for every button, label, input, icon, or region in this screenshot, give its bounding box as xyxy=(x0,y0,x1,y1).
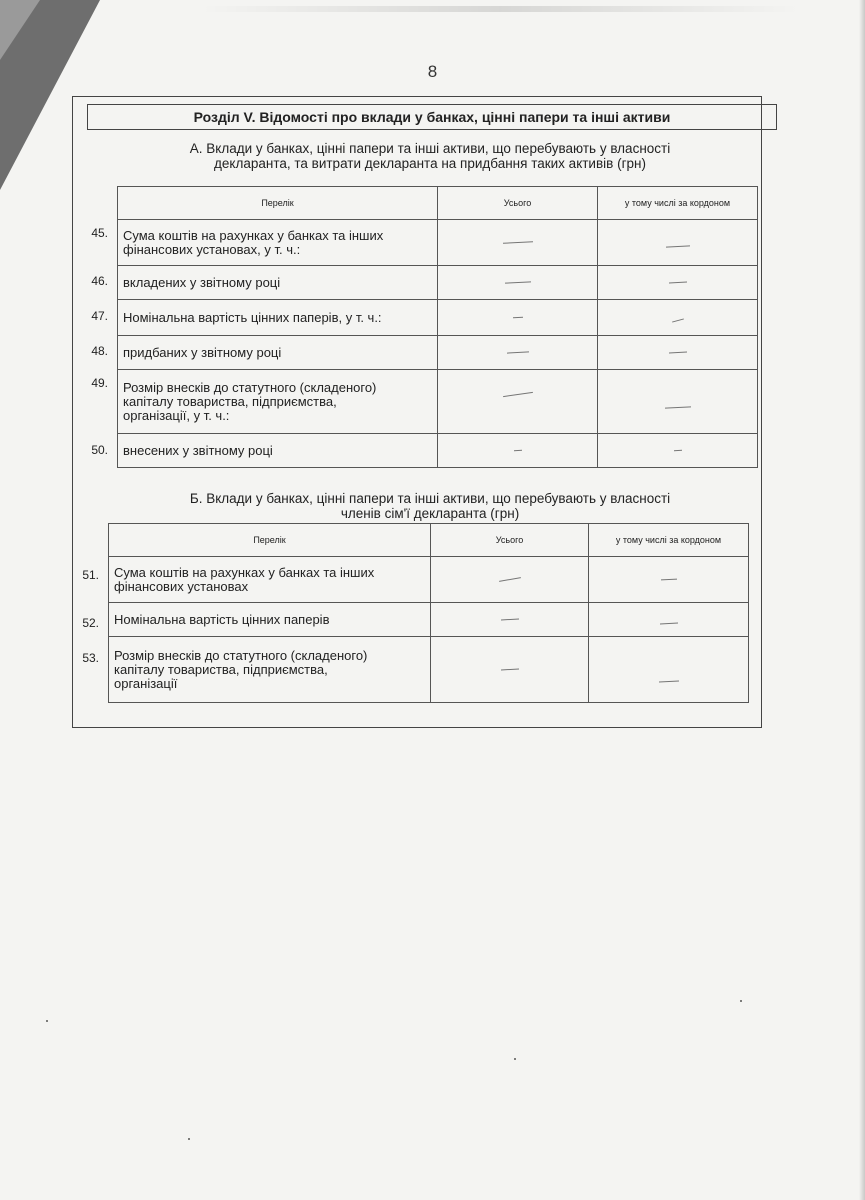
handwritten-dash xyxy=(503,391,533,396)
row-label-line: Розмір внесків до статутного (складеного) xyxy=(123,379,377,395)
row-46-label: вкладених у звітному році xyxy=(118,266,438,300)
handwritten-dash xyxy=(502,241,532,244)
row-52-label: Номінальна вартість цінних паперів xyxy=(109,603,431,637)
row-51-total xyxy=(431,557,589,603)
handwritten-dash xyxy=(512,317,522,319)
part-a-table xyxy=(117,186,758,468)
table-header-row xyxy=(109,524,749,557)
handwritten-dash xyxy=(506,351,528,353)
row-number: 45. xyxy=(91,226,108,240)
row-49-total xyxy=(438,370,598,434)
scan-speck xyxy=(46,1020,48,1022)
handwritten-dash xyxy=(668,282,686,284)
row-label-line: Сума коштів на рахунках у банках та інших xyxy=(114,564,375,580)
row-51-abroad xyxy=(589,557,749,603)
row-45-label xyxy=(118,220,438,266)
header-abroad: у тому числі за кордоном xyxy=(598,187,758,220)
header-abroad: у тому числі за кордоном xyxy=(589,524,749,557)
row-number: 52. xyxy=(82,616,99,630)
table-row xyxy=(118,266,758,300)
row-number: 47. xyxy=(91,309,108,323)
row-53-total xyxy=(431,637,589,703)
row-45-total xyxy=(438,220,598,266)
table-row xyxy=(118,220,758,266)
header-total: Усього xyxy=(431,524,589,557)
row-number: 46. xyxy=(91,274,108,288)
row-50-label: внесених у звітному році xyxy=(118,434,438,468)
row-label-line: капіталу товариства, підприємства, xyxy=(114,661,328,677)
row-49-label xyxy=(118,370,438,434)
table-row xyxy=(118,434,758,468)
table-row xyxy=(109,637,749,703)
part-a-title xyxy=(140,141,720,171)
row-number: 50. xyxy=(91,443,108,457)
scan-right-edge xyxy=(859,0,865,1200)
scan-speck xyxy=(514,1058,516,1060)
handwritten-dash xyxy=(673,450,681,451)
handwritten-dash xyxy=(658,680,678,682)
row-48-abroad xyxy=(598,336,758,370)
scan-speck xyxy=(740,1000,742,1002)
row-label-line: фінансових установах, у т. ч.: xyxy=(123,241,301,257)
table-row xyxy=(118,370,758,434)
scan-speck xyxy=(188,1138,190,1140)
table-header-row xyxy=(118,187,758,220)
row-49-abroad xyxy=(598,370,758,434)
row-47-abroad xyxy=(598,300,758,336)
handwritten-dash xyxy=(500,619,518,621)
scan-top-smudge xyxy=(200,6,800,12)
handwritten-dash xyxy=(665,245,689,247)
table-row xyxy=(109,557,749,603)
handwritten-dash xyxy=(664,406,690,408)
part-b-title-line1: Б. Вклади у банках, цінні папери та інші активи, що перебувають у власності xyxy=(189,491,671,506)
table-row xyxy=(109,603,749,637)
row-label-line: Розмір внесків до статутного (складеного) xyxy=(114,647,368,663)
row-52-abroad xyxy=(589,603,749,637)
row-number: 48. xyxy=(91,344,108,358)
row-47-label: Номінальна вартість цінних паперів, у т. ч.: xyxy=(118,300,438,336)
row-48-total xyxy=(438,336,598,370)
handwritten-dash xyxy=(499,577,521,582)
row-53-abroad xyxy=(589,637,749,703)
part-a-title-line1: А. Вклади у банках, цінні папери та інші активи, що перебувають у власності xyxy=(189,141,671,156)
row-45-abroad xyxy=(598,220,758,266)
part-b-title xyxy=(140,491,720,521)
row-label-line: організації xyxy=(114,675,178,691)
row-number: 51. xyxy=(82,568,99,582)
row-50-abroad xyxy=(598,434,758,468)
header-total: Усього xyxy=(438,187,598,220)
row-label-line: фінансових установах xyxy=(114,578,249,594)
row-46-total xyxy=(438,266,598,300)
handwritten-dash xyxy=(504,281,530,283)
table-row xyxy=(118,300,758,336)
handwritten-dash xyxy=(500,669,518,671)
part-b-table xyxy=(108,523,749,703)
header-list: Перелік xyxy=(118,187,438,220)
section-title: Розділ V. Відомості про вклади у банках, цінні папери та інші активи xyxy=(87,104,777,130)
handwritten-dash xyxy=(659,623,677,625)
row-46-abroad xyxy=(598,266,758,300)
row-number: 53. xyxy=(82,651,99,665)
row-53-label xyxy=(109,637,431,703)
header-list: Перелік xyxy=(109,524,431,557)
row-47-total xyxy=(438,300,598,336)
row-label-line: організації, у т. ч.: xyxy=(123,407,230,423)
scan-shadow-corner-dark xyxy=(0,0,40,60)
row-label-line: Сума коштів на рахунках у банках та інших xyxy=(123,227,384,243)
row-number: 49. xyxy=(91,376,108,390)
row-51-label xyxy=(109,557,431,603)
page-number: 8 xyxy=(427,62,438,81)
row-50-total xyxy=(438,434,598,468)
handwritten-dash xyxy=(660,579,676,581)
part-a-title-line2: декларанта, та витрати декларанта на придбання таких активів (грн) xyxy=(214,156,646,171)
row-label-line: капіталу товариства, підприємства, xyxy=(123,393,337,409)
row-52-total xyxy=(431,603,589,637)
table-row xyxy=(118,336,758,370)
handwritten-dash xyxy=(668,352,686,354)
handwritten-dash xyxy=(513,450,521,451)
row-48-label: придбаних у звітному році xyxy=(118,336,438,370)
part-b-title-line2: членів сім'ї декларанта (грн) xyxy=(340,506,520,521)
handwritten-dash xyxy=(672,318,684,322)
